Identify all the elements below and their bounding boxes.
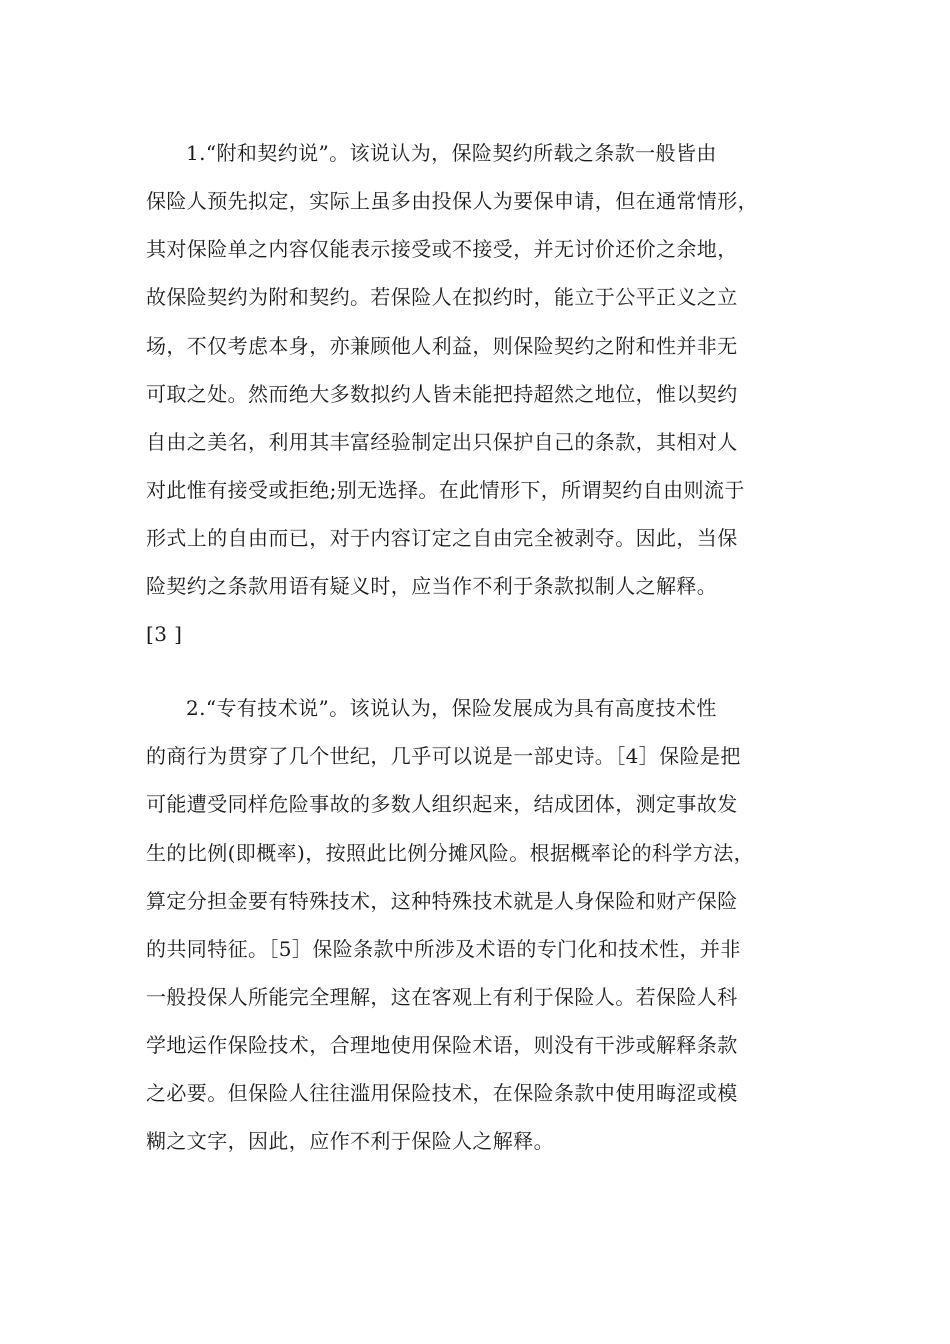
- paragraph-line: 自由之美名，利用其丰富经验制定出只保护自己的条款，其相对人: [146, 430, 738, 454]
- paragraph-line: 形式上的自由而已，对于内容订定之自由完全被剥夺。因此，当保: [146, 526, 738, 550]
- paragraph-line: 糊之文字，因此，应作不利于保险人之解释。: [146, 1129, 554, 1153]
- paragraph-line: 可能遭受同样危险事故的多数人组织起来，结成团体，测定事故发: [146, 792, 738, 816]
- paragraph-line: 生的比例(即概率)，按照此比例分摊风险。根据概率论的科学方法，: [146, 841, 755, 865]
- paragraph-line: 一般投保人所能完全理解，这在客观上有利于保险人。若保险人科: [146, 985, 738, 1009]
- paragraph-line: 其对保险单之内容仅能表示接受或不接受，并无讨价还价之余地，: [146, 237, 738, 261]
- citation-marker: [3 ]: [146, 622, 183, 646]
- paragraph-line: 1.“附和契约说”。该说认为，保险契约所载之条款一般皆由: [186, 141, 717, 165]
- paragraph-line: 场，不仅考虑本身，亦兼顾他人利益，则保险契约之附和性并非无: [146, 334, 738, 358]
- paragraph-line: 算定分担金要有特殊技术，这种特殊技术就是人身保险和财产保险: [146, 889, 738, 913]
- paragraph-line: 2.“专有技术说”。该说认为，保险发展成为具有高度技术性: [186, 696, 717, 720]
- paragraph-line: 的共同特征。［5］保险条款中所涉及术语的专门化和技术性，并非: [146, 937, 741, 961]
- paragraph-line: 之必要。但保险人往往滥用保险技术，在保险条款中使用晦涩或模: [146, 1081, 738, 1105]
- paragraph-line: 学地运作保险技术，合理地使用保险术语，则没有干涉或解释条款: [146, 1033, 738, 1057]
- paragraph-line: 险契约之条款用语有疑义时，应当作不利于条款拟制人之解释。: [146, 574, 718, 598]
- paragraph-line: 故保险契约为附和契约。若保险人在拟约时，能立于公平正义之立: [146, 285, 738, 309]
- paragraph-line: 可取之处。然而绝大多数拟约人皆未能把持超然之地位，惟以契约: [146, 382, 738, 406]
- paragraph-line: 对此惟有接受或拒绝;别无选择。在此情形下，所谓契约自由则流于: [146, 478, 745, 502]
- paragraph-line: 的商行为贯穿了几个世纪，几乎可以说是一部史诗。［4］保险是把: [146, 744, 741, 768]
- paragraph-line: 保险人预先拟定，实际上虽多由投保人为要保申请，但在通常情形，: [146, 189, 758, 213]
